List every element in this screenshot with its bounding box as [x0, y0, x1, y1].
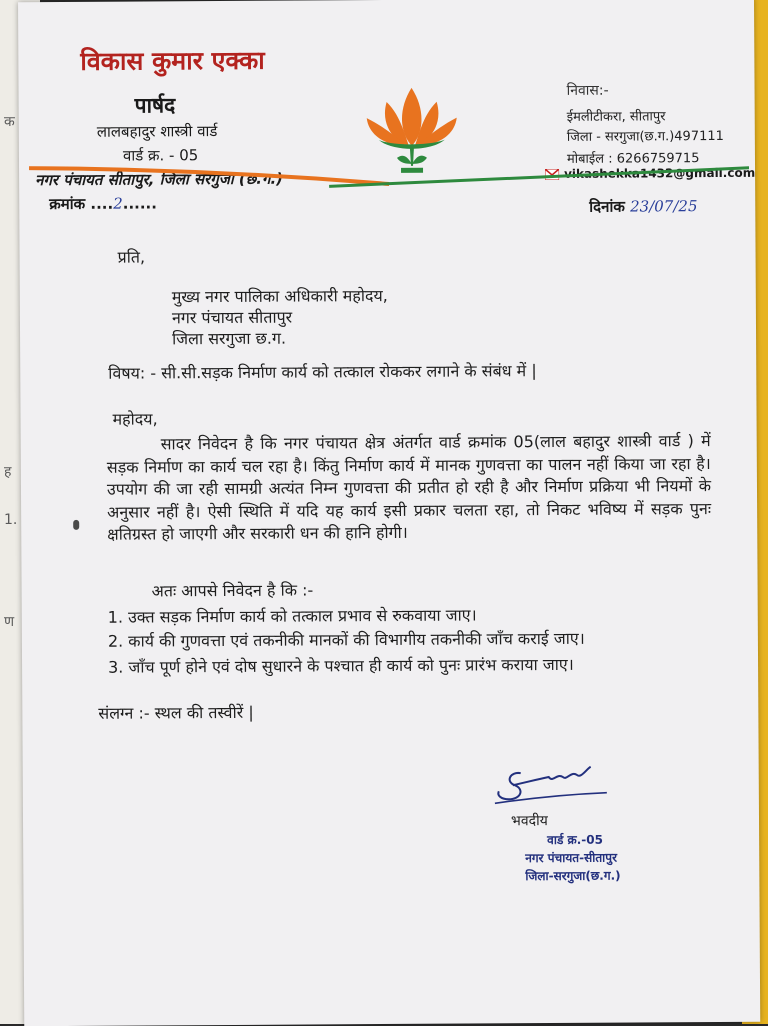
reference-number — [49, 193, 157, 214]
panchayat-address: नगर पंचायत सीतापुर, जिला सरगुजा (छ.ग.) — [35, 169, 284, 190]
closing-word: भवदीय — [510, 813, 548, 830]
request-point: 1. उक्त सड़क निर्माण कार्य को तत्काल प्रभाव से रुकवाया जाए। — [107, 605, 477, 627]
date-label: दिनांक — [589, 197, 625, 216]
margin-mark: ण — [4, 614, 15, 630]
date-value: 23/07/25 — [630, 197, 698, 216]
stamp-line: वार्ड क्र.-05 — [547, 832, 604, 848]
margin-mark: 1. — [4, 512, 18, 528]
stamp-line: नगर पंचायत-सीतापुर — [525, 850, 618, 866]
enclosure-line: संलग्न :- स्थल की तस्वीरें | — [98, 702, 254, 723]
reference-dots: .... — [90, 194, 114, 213]
ward-name: लालबहादुर शास्त्री वार्ड — [96, 122, 218, 141]
handwritten-signature — [491, 759, 611, 810]
lotus-icon — [367, 88, 458, 174]
to-line: प्रति, — [117, 247, 146, 267]
subject-line: विषय: - सी.सी.सड़क निर्माण कार्य को तत्काल रोककर लगाने के संबंध में | — [108, 361, 537, 383]
salutation: महोदय, — [112, 409, 158, 429]
councillor-name: विकास कुमार एक्का — [80, 45, 265, 76]
mobile-number: मोबाईल : 6266759715 — [566, 151, 700, 167]
letter-date — [589, 196, 697, 217]
request-point: 3. जाँच पूर्ण होने एवं दोष सुधारने के पश्चात ही कार्य को पुनः प्रारंभ कराया जाए। — [108, 654, 574, 677]
addressee-line: नगर पंचायत सीतापुर — [171, 307, 293, 328]
letterhead-divider — [29, 162, 749, 196]
margin-mark: ह — [4, 464, 12, 480]
letter-page — [18, 0, 760, 1026]
margin-mark: क — [4, 114, 15, 130]
addressee-line: मुख्य नगर पालिका अधिकारी महोदय, — [171, 285, 388, 307]
email-address: vikashekka1432@gmail.com — [564, 165, 756, 181]
body-paragraph: सादर निवेदन है कि नगर पंचायत क्षेत्र अंतर्गत वार्ड क्रमांक 05(लाल बहादुर शास्त्री वार्ड ) में सड़क निर्माण का कार्य चल रहा है। किंतु निर्माण कार्य में मानक गुणवत्ता का पालन नहीं किया जा रहा है। उपयोग की जा रही सामग्री अत्यंत निम्न गुणवत्ता की प्रतीत हो रही है और निर्माण प्रक्रिया भी नियमों के अनुसार नहीं है। ऐसी स्थिति में यदि यह कार्य इसी प्रकार चलता रहा, तो निकट भविष्य में सड़क पुनः क्षतिग्रस्त हो जाएगी और सरकारी धन की हानि होगी। — [106, 431, 712, 544]
residence-address: ईमलीटीकरा, सीतापुर — [566, 109, 666, 125]
residence-district: जिला - सरगुजा(छ.ग.)497111 — [566, 128, 724, 145]
request-intro: अतः आपसे निवेदन है कि :- — [151, 580, 314, 601]
addressee-line: जिला सरगुजा छ.ग. — [172, 328, 287, 349]
request-point: 2. कार्य की गुणवत्ता एवं तकनीकी मानकों की विभागीय तकनीकी जाँच कराई जाए। — [107, 628, 585, 651]
residence-label: निवास:- — [566, 82, 609, 99]
stamp-line: जिला-सरगुजा(छ.ग.) — [525, 868, 621, 884]
reference-label: क्रमांक — [49, 194, 86, 214]
ward-number: वार्ड क्र. - 05 — [122, 146, 199, 165]
councillor-role: पार्षद — [134, 93, 176, 118]
reference-dots-tail: ...... — [122, 194, 157, 213]
ink-mark — [73, 520, 79, 530]
reference-value: 2 — [113, 194, 123, 213]
